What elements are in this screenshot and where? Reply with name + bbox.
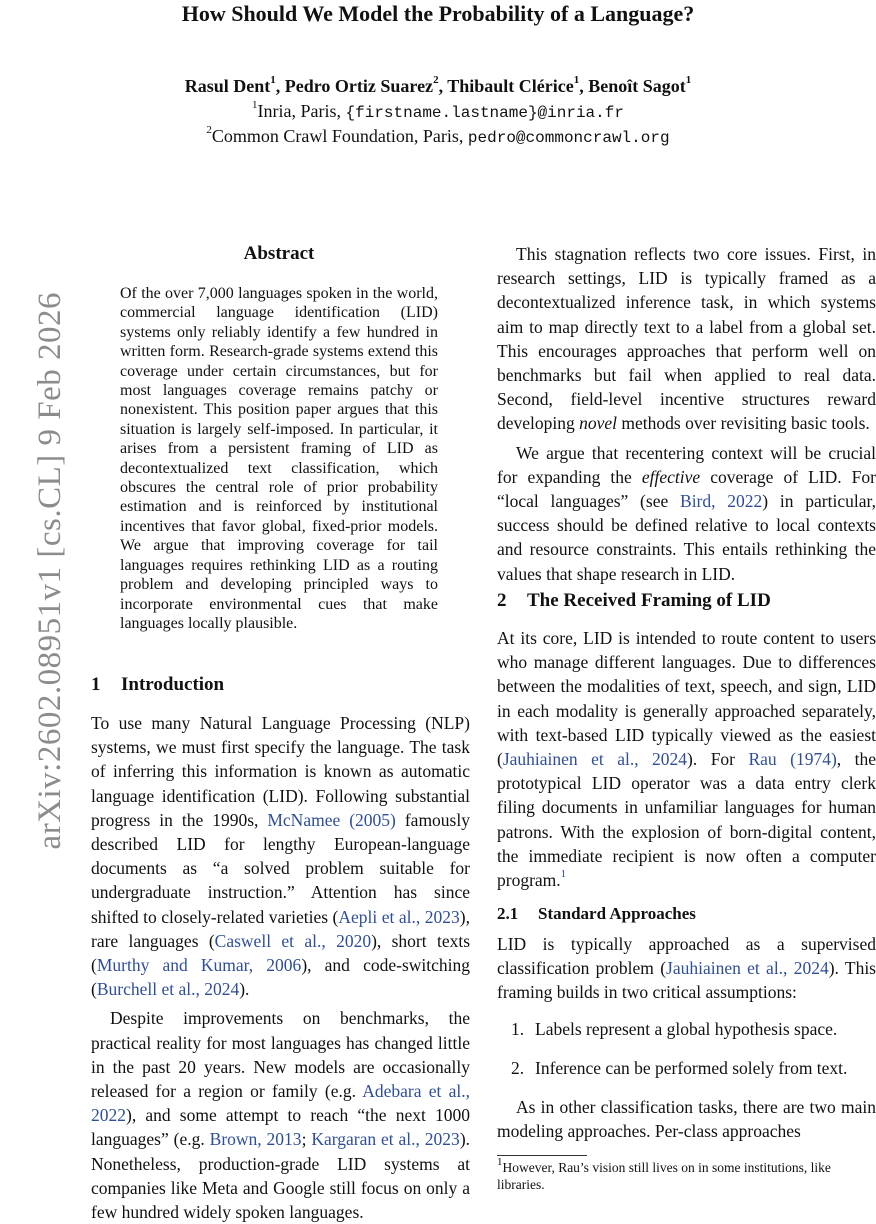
text-run: ), rare languages ( [91, 906, 470, 951]
list-number: 1. [511, 1018, 525, 1039]
citation-link[interactable]: Jauhiainen et al., 2024 [502, 749, 688, 770]
subsection21-paragraph-2: As in other classification tasks, there are two main modeling approaches. Per-class approaches [497, 1097, 876, 1142]
subsection-number: 2.1 [497, 904, 519, 923]
text-run: ) in particular, success should be defined relative to local contexts and resource constraints. This entails rethinking the values that shape research in LID. [497, 491, 876, 584]
list-item [497, 1017, 876, 1041]
author-name: Rasul Dent [184, 76, 271, 96]
author-name: Pedro Ortiz Suarez [284, 76, 434, 96]
author-name: Benoît Sagot [588, 76, 686, 96]
intro-paragraph-1 [91, 711, 470, 1001]
affil-marker: 1 [573, 74, 580, 86]
subsection21-paragraph-1 [497, 932, 876, 1005]
paper-title: How Should We Model the Probability of a Language? [181, 1, 695, 26]
text-run: LID is typically approached as a supervised classification problem ( [497, 934, 876, 979]
text-run: Despite improvements on benchmarks, the practical reality for most languages has changed little in the past 20 years. New models are occasionally released for a region or family (e.g. [91, 1008, 470, 1102]
citation-link[interactable]: Jauhiainen et al., 2024 [666, 958, 829, 979]
citation-link[interactable]: Aepli et al., 2023 [338, 906, 460, 927]
text-run: ). For [687, 749, 749, 770]
affiliation-inria [0, 99, 876, 125]
affil-number: 2 [206, 124, 212, 136]
text-run: ), and code-switching ( [91, 955, 470, 1000]
introduction-column [91, 711, 470, 1224]
text-run: We argue that recentering context will be crucial for expanding the [497, 442, 876, 487]
affil-org: Inria, Paris, [257, 101, 346, 121]
affil-org: Common Crawl Foundation, Paris, [211, 126, 468, 146]
list-number: 2. [511, 1057, 525, 1078]
text-run: ; [301, 1129, 312, 1150]
text-run: ). Nonetheless, production-grade LID systems at companies like Meta and Google still focus on only a few hundred widely spoken languages. [91, 1129, 471, 1223]
citation-link[interactable]: Bird, 2022 [680, 491, 763, 512]
text-run: ). [239, 979, 250, 1000]
subsection-heading-standard-approaches [497, 902, 696, 926]
citation-link[interactable]: Brown, 2013 [209, 1129, 302, 1150]
footnote-marker[interactable]: 1 [560, 868, 567, 881]
section-heading-introduction [91, 673, 224, 697]
author-name: Thibault Clérice [447, 76, 574, 96]
subsection21-column [497, 932, 876, 1143]
footnote-divider [497, 1155, 587, 1156]
section2-paragraph [497, 626, 876, 892]
citation-link[interactable]: Murthy and Kumar, 2006 [96, 955, 302, 976]
citation-link[interactable]: Kargaran et al., 2023 [311, 1129, 460, 1150]
citation-link[interactable]: Burchell et al., 2024 [96, 979, 240, 1000]
intro-continuation-column [497, 242, 876, 586]
text-run: coverage of LID. For “local languages” (see [497, 466, 876, 512]
list-text: Labels represent a global hypothesis space. [535, 1018, 838, 1039]
abstract-body: Of the over 7,000 languages spoken in the world, commercial language identification (LID) systems only reliably identify a few hundred in written form. Research-grade systems extend this coverage under certain circumstances, but for most languages coverage remains patchy or nonexistent. This position paper argues that this situation is largely self-imposed. In particular, it arises from a persistent framing of LID as decontextualized text classification, which obscures the central role of prior probability estimation and is reinforced by institutional incentives that favor global, fixed-prior models. We argue that improving coverage for tail languages requires rethinking LID as a routing problem and developing principled ways to incorporate environmental cues that make languages locally plausible. [120, 285, 438, 632]
text-run: ), and some attempt to reach “the next 1000 languages” (e.g. [91, 1105, 470, 1150]
section-title: The Received Framing of LID [527, 590, 771, 611]
subsection-title: Standard Approaches [538, 904, 696, 923]
text-run: methods over revisiting basic tools. [617, 413, 870, 434]
citation-link[interactable]: Rau (1974) [748, 749, 837, 770]
citation-link[interactable]: Caswell et al., 2020 [214, 930, 372, 951]
assumption-list [497, 1017, 876, 1080]
arxiv-id[interactable]: arXiv:2602.08951v1 [cs.CL] 9 Feb 2026 [32, 292, 68, 850]
section-number: 1 [91, 674, 101, 695]
author-separator: , [579, 76, 589, 96]
text-run: ), short texts ( [91, 930, 471, 976]
affil-number: 1 [252, 99, 258, 111]
recentering-paragraph [497, 441, 876, 586]
list-text: Inference can be performed solely from text. [535, 1057, 848, 1078]
emphasis: effective [641, 466, 701, 487]
section-title: Introduction [121, 674, 225, 695]
text-run: This stagnation reflects two core issues. First, in research settings, LID is typically framed as a decontextualized inference task, in which systems aim to map directly text to a label from a global set. This encourages approaches that perform well on benchmarks but fail when applied to real data. Second, field-level incentive structures reward developing [497, 244, 876, 434]
affil-email[interactable]: pedro@commoncrawl.org [467, 129, 670, 147]
section2-column [497, 626, 876, 892]
author-separator: , [275, 76, 285, 96]
text-run: To use many Natural Language Processing (NLP) systems, we must first specify the language. The task of inferring this information is known as automatic language identification (LID). Following substantial progress in the 1990s, [91, 713, 470, 830]
abstract-heading: Abstract [243, 243, 315, 264]
affil-email[interactable]: {firstname.lastname}@inria.fr [345, 104, 624, 122]
stagnation-paragraph [497, 242, 876, 436]
section-number: 2 [497, 590, 507, 611]
author-separator: , [438, 76, 448, 96]
list-item [497, 1056, 876, 1080]
citation-link[interactable]: Adebara et al., 2022 [91, 1081, 470, 1126]
text-run: famously described LID for lengthy European-language documents as “a solved problem suitable for undergraduate instruction.” Attention has since shifted to closely-related varieties ( [91, 809, 470, 927]
footnote-text: However, Rau’s vision still lives on in some institutions, like libraries. [497, 1160, 831, 1192]
emphasis: novel [579, 413, 618, 434]
intro-paragraph-2 [91, 1006, 470, 1224]
affil-marker: 2 [433, 74, 439, 86]
text-run: , the prototypical LID operator was a data entry clerk filing documents in unfamiliar languages for human patrons. With the explosion of born-digital content, the immediate recipient is now often a computer program. [497, 749, 876, 891]
text-run: At its core, LID is intended to route content to users who manage different languages. Due to differences between the modalities of text, speech, and sign, LID in each modality is generally approached separately, with text-based LID typically viewed as the easiest ( [497, 628, 876, 770]
affiliation-common-crawl [0, 124, 876, 150]
affil-marker: 1 [685, 74, 692, 86]
footnote-number: 1 [497, 1155, 503, 1168]
footnote [497, 1155, 876, 1193]
citation-link[interactable]: McNamee (2005) [267, 809, 396, 830]
author-list [0, 74, 876, 98]
text-run: ). This framing builds in two critical assumptions: [497, 958, 876, 1003]
affil-marker: 1 [270, 74, 276, 86]
section-heading-received-framing [497, 589, 771, 613]
